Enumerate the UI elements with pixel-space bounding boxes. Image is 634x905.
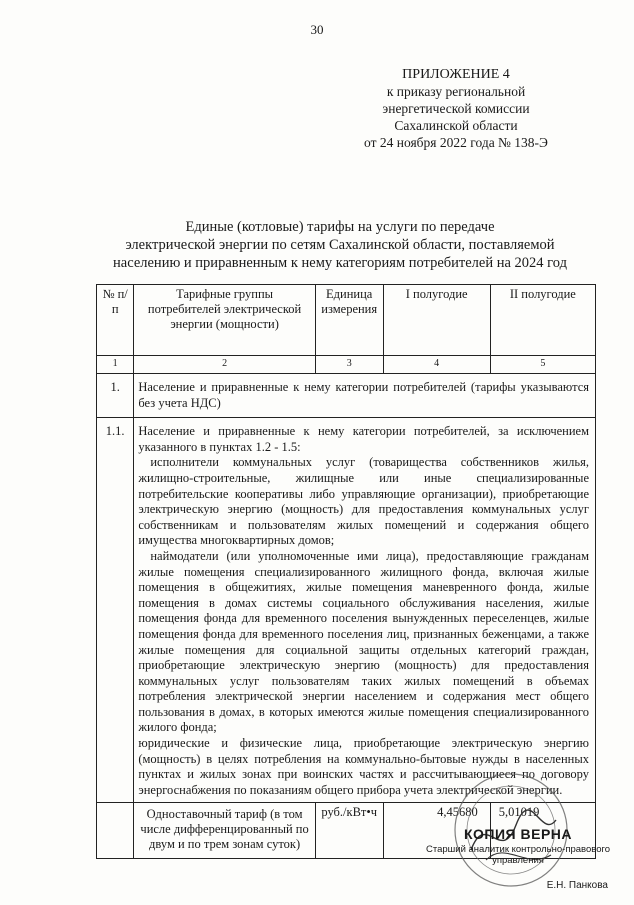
tariff-label: Одноставочный тариф (в том числе дифференцированный по двум и по трем зонам суток) <box>134 803 315 859</box>
title-line: электрической энергии по сетям Сахалинской области, поставляемой <box>125 237 555 253</box>
stamp-copy-label: КОПИЯ ВЕРНА <box>463 826 573 842</box>
column-number: 2 <box>134 356 315 374</box>
header-cell-unit: Единица измерения <box>315 285 383 356</box>
appendix-heading: ПРИЛОЖЕНИЕ 4 <box>402 67 510 82</box>
column-number: 5 <box>490 356 595 374</box>
header-cell-h1: I полугодие <box>383 285 490 356</box>
tariff-unit: руб./кВт•ч <box>315 803 383 859</box>
document-title <box>90 218 590 272</box>
column-number-row <box>97 356 596 374</box>
row-number: 1.1. <box>97 418 134 803</box>
page-number: 30 <box>310 22 324 37</box>
column-number: 4 <box>383 356 490 374</box>
appendix-line: к приказу региональной <box>386 84 526 99</box>
row-number: 1. <box>97 374 134 418</box>
appendix-line: энергетической комиссии <box>382 101 530 116</box>
row-description: Население и приравненные к нему категории потребителей (тарифы указываются без учета НДС) <box>134 374 596 418</box>
table-row <box>97 374 596 418</box>
column-number: 1 <box>97 356 134 374</box>
header-cell-h2: II полугодие <box>490 285 595 356</box>
header-cell-group: Тарифные группы потребителей электрической энергии (мощности) <box>134 285 315 356</box>
title-line: населению и приравненным к нему категориям потребителей на 2024 год <box>113 255 567 271</box>
appendix-block <box>326 66 586 151</box>
row-paragraph: юридические и физические лица, приобретающие электрическую энергию (мощность) в целях потребления на коммунально-бытовые нужды в населенных пунктах и жилых зонах при воинских частях и рассчитывающиеся по договору энергоснабжения по показаниям общего прибора учета электрической энергии. <box>138 736 589 797</box>
header-cell-num: № п/п <box>97 285 134 356</box>
appendix-line: Сахалинской области <box>394 118 518 133</box>
row-number-empty <box>97 803 134 859</box>
table-header-row <box>97 285 596 356</box>
certification-stamp <box>420 826 616 891</box>
stamp-role: Старший аналитик контрольно-правового управления <box>425 844 611 866</box>
title-line: Единые (котловые) тарифы на услуги по передаче <box>185 219 495 235</box>
row-intro: Население и приравненные к нему категории потребителей, за исключением указанного в пунктах 1.2 - 1.5: <box>138 424 589 454</box>
stamp-signer: Е.Н. Панкова <box>546 880 608 891</box>
tariff-h2: 5,01019 <box>490 803 595 859</box>
row-paragraph: исполнители коммунальных услуг (товарищества собственников жилья, жилищно-строительные, жилищные или иные специализированные потребительские кооперативы либо управляющие организации), приобретающие электрическую энергию (мощность) для предоставления коммунальных услуг собственникам и пользователям жилых помещений и содержания общего имущества многоквартирных домов; <box>138 455 589 548</box>
row-paragraph: наймодатели (или уполномоченные ими лица), предоставляющие гражданам жилые помещения специализированного жилищного фонда, включая жилые помещения в общежитиях, жилые помещения маневренного фонда, жилые помещения в домах системы социального обслуживания населения, жилые помещения фонда для временного поселения вынужденных переселенцев, жилые помещения фонда для временного поселения лиц, признанных беженцами, а также жилые помещения для социальной защиты отдельных категорий граждан, приобретающие электрическую энергию (мощность) для предоставления коммунальных услуг пользователям таких жилых помещений в объемах потребления электрической энергии населением и содержания мест общего пользования в домах, в которых имеются жилые помещения специализированного жилого фонда; <box>138 548 589 735</box>
tariff-h1: 4,45680 <box>383 803 490 859</box>
appendix-line: от 24 ноября 2022 года № 138-Э <box>364 135 548 150</box>
column-number: 3 <box>315 356 383 374</box>
table-row <box>97 418 596 803</box>
row-description <box>134 418 596 803</box>
